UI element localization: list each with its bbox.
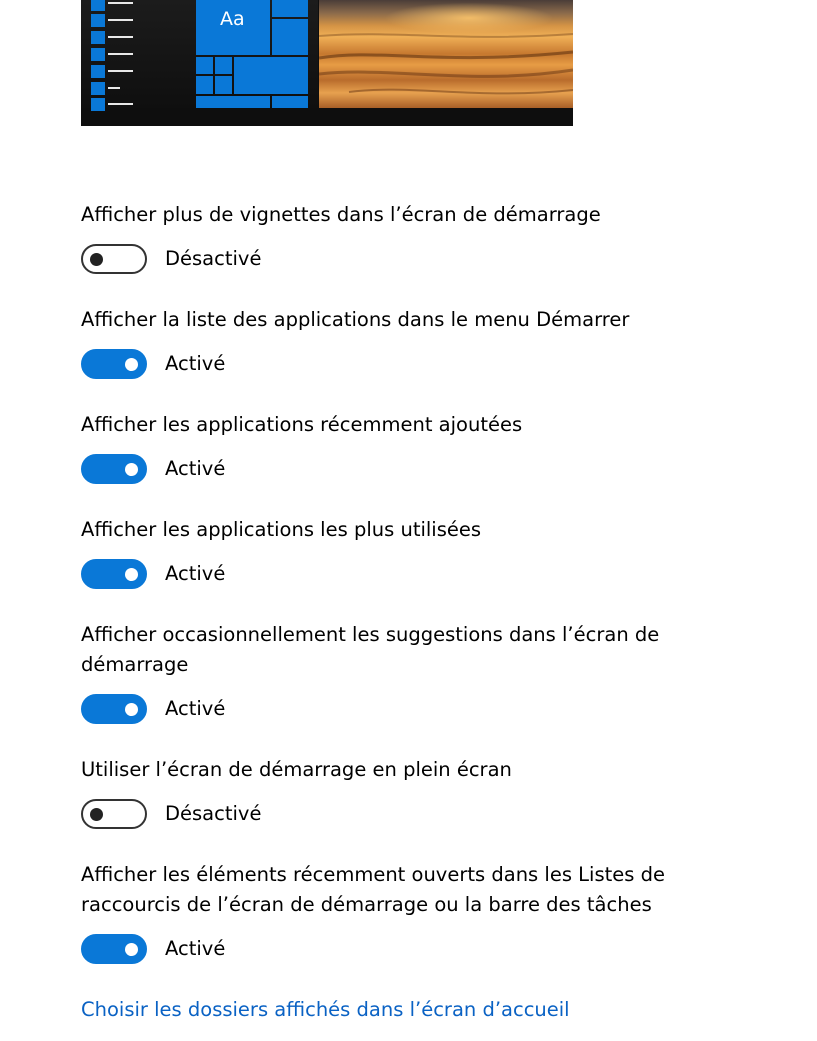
toggle-state-label: Désactivé xyxy=(165,802,262,825)
setting-row-most-used xyxy=(81,559,225,589)
toggle-state-label: Activé xyxy=(165,937,226,960)
toggle-knob xyxy=(125,463,138,476)
toggle-state-label: Activé xyxy=(165,562,226,585)
toggle-knob xyxy=(125,568,138,581)
toggle-knob xyxy=(90,808,103,821)
setting-title-most-used: Afficher les applications les plus utilisées xyxy=(81,518,482,541)
tile xyxy=(196,76,213,94)
app-list-line xyxy=(108,103,133,105)
app-list-icon xyxy=(91,0,105,11)
tile xyxy=(272,96,308,108)
tile-text: Aa xyxy=(220,8,245,30)
setting-row-recently-added xyxy=(81,454,225,484)
sand-ripple-decoration xyxy=(319,0,573,108)
full-screen-toggle[interactable] xyxy=(81,799,147,829)
most-used-toggle[interactable] xyxy=(81,559,147,589)
recent-items-toggle[interactable] xyxy=(81,934,147,964)
app-list-icon xyxy=(91,48,105,61)
tile xyxy=(215,57,232,74)
suggestions-toggle[interactable] xyxy=(81,694,147,724)
toggle-state-label: Activé xyxy=(165,697,226,720)
app-list-icon xyxy=(91,82,105,95)
app-list-line xyxy=(108,36,133,38)
setting-row-app-list xyxy=(81,349,225,379)
toggle-knob xyxy=(125,943,138,956)
app-list-icon xyxy=(91,14,105,27)
setting-row-recent-items xyxy=(81,934,225,964)
setting-row-suggestions xyxy=(81,694,225,724)
recently-added-toggle[interactable] xyxy=(81,454,147,484)
app-list-icon xyxy=(91,31,105,44)
setting-title-recent-items: Afficher les éléments récemment ouverts dans les Listes de raccourcis de l’écran de démarrage ou la barre des tâches xyxy=(81,863,666,916)
app-list-icon xyxy=(91,65,105,78)
setting-title-app-list: Afficher la liste des applications dans le menu Démarrer xyxy=(81,308,630,331)
choose-folders-link[interactable]: Choisir les dossiers affichés dans l’écran d’accueil xyxy=(81,998,570,1021)
toggle-knob xyxy=(90,253,103,266)
more-tiles-toggle[interactable] xyxy=(81,244,147,274)
start-preview-image xyxy=(81,0,573,126)
toggle-knob xyxy=(125,703,138,716)
setting-title-more-tiles: Afficher plus de vignettes dans l’écran de démarrage xyxy=(81,203,601,226)
tile xyxy=(215,76,232,94)
app-list-line xyxy=(108,19,133,21)
setting-row-full-screen xyxy=(81,799,261,829)
desktop-wallpaper-preview xyxy=(319,0,573,108)
tile-wide xyxy=(196,96,270,108)
tile xyxy=(196,57,213,74)
toggle-state-label: Désactivé xyxy=(165,247,262,270)
setting-row-more-tiles xyxy=(81,244,261,274)
toggle-state-label: Activé xyxy=(165,352,226,375)
app-list-line xyxy=(108,70,133,72)
toggle-state-label: Activé xyxy=(165,457,226,480)
app-list-icon xyxy=(91,98,105,111)
start-menu-preview xyxy=(81,0,318,108)
tile-large xyxy=(196,0,270,55)
app-list-toggle[interactable] xyxy=(81,349,147,379)
setting-title-suggestions: Afficher occasionnellement les suggestions dans l’écran de démarrage xyxy=(81,623,660,676)
setting-title-recently-added: Afficher les applications récemment ajoutées xyxy=(81,413,523,436)
app-list-line xyxy=(108,87,120,89)
tile-wide xyxy=(234,57,308,94)
setting-title-full-screen: Utiliser l’écran de démarrage en plein écran xyxy=(81,758,512,781)
tile xyxy=(272,0,308,17)
toggle-knob xyxy=(125,358,138,371)
app-list-line xyxy=(108,2,133,4)
tile xyxy=(272,19,308,55)
app-list-line xyxy=(108,53,133,55)
